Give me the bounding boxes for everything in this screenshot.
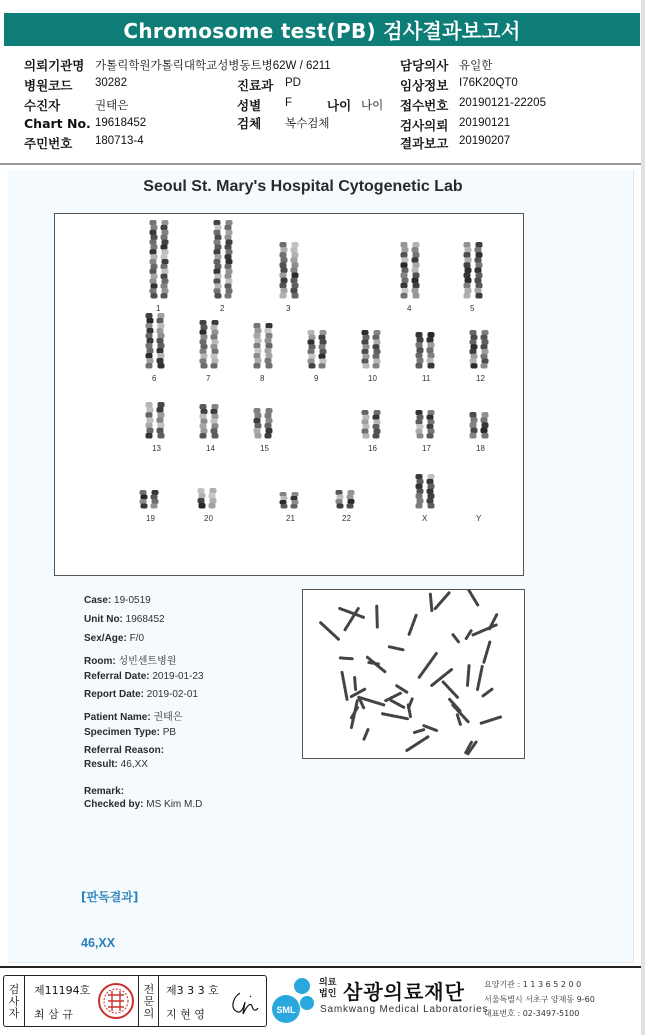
chromosome-number-label: X [422,514,428,523]
case-label: Sex/Age: [84,633,127,644]
case-line [84,671,204,682]
signature-icon [226,988,262,1018]
doctor-value: 유일한 [459,60,493,72]
chromosome-icon [254,323,262,369]
case-line [84,786,124,797]
footer [0,966,645,1035]
right-edge [641,0,645,1035]
chromosome-icon [470,412,478,439]
metaphase-chromosome-icon [361,698,384,705]
chromosome-icon [265,323,273,369]
chromosome-number-label: 9 [314,374,319,383]
metaphase-chromosome-icon [419,654,436,678]
result-heading: [판독결과] [81,890,139,904]
metaphase-chromosome-icon [443,682,458,698]
metaphase-chromosome-icon [340,608,364,617]
chromosome-icon [427,332,435,369]
specialist-name: 지 현 영 [166,1008,205,1021]
metaphase-chromosome-icon [321,623,339,640]
logo-text: SML [276,1005,296,1015]
chart-label: Chart No. [24,116,91,131]
request-label: 검사의뢰 [400,118,449,133]
metaphase-chromosome-icon [453,635,458,642]
metaphase-chromosome-icon [483,642,489,664]
org-prefix: 의료법인 [319,978,337,999]
patient-info-section [0,50,645,165]
chromosome-icon [211,404,219,439]
chromosome-number-label: 10 [368,374,377,383]
chromosome-icon [291,492,299,509]
metaphase-chromosome-icon [382,714,407,719]
case-line [84,759,148,770]
case-label: Referral Date: [84,671,150,682]
case-label: Unit No: [84,614,123,625]
divider [24,976,25,1026]
chromosome-icon [140,490,148,509]
chromosome-icon [146,313,154,369]
chromosome-icon [373,330,381,369]
sex-value: F [285,97,293,109]
chromosome-icon [150,220,158,299]
chromosome-icon [427,474,435,509]
chromosome-number-label: 18 [476,444,485,453]
org-code: 요양기관 : 1 1 3 6 5 2 0 0 [484,980,582,989]
chromosome-icon [151,490,159,509]
result-value: 46,XX [81,936,116,950]
org-english-name: Samkwang Medical Laboratories [320,1004,489,1015]
lab-report-image [8,170,634,963]
chromosome-icon [362,330,370,369]
metaphase-chromosome-icon [396,685,407,692]
chromosome-icon [209,488,217,509]
patient-value: 권태은 [95,100,129,112]
chromosome-icon [336,490,344,509]
hospital-code-value: 30282 [95,77,127,89]
case-value: 성빈센트병원 [115,656,177,667]
clinical-label: 임상정보 [400,78,449,93]
metaphase-chromosome-icon [409,615,416,634]
chromosome-icon [161,220,169,299]
case-value: MS Kim M.D [143,799,203,810]
age-label: 나이 [327,98,352,113]
chromosome-number-label: 5 [470,304,475,313]
metaphase-chromosome-icon [432,670,452,686]
sml-logo-icon [271,977,317,1025]
signature-box [3,975,267,1027]
case-value: 2019-01-23 [149,671,204,682]
metaphase-chromosome-icon [468,666,470,686]
metaphase-box [302,589,525,759]
metaphase-spread-image [303,590,526,760]
metaphase-chromosome-icon [342,672,347,699]
age-value: 나이 [361,100,384,112]
case-label: Room: [84,656,116,667]
metaphase-chromosome-icon [435,592,449,608]
chromosome-icon [401,242,409,299]
chromosome-icon [265,408,273,439]
request-value: 20190121 [459,117,511,129]
metaphase-chromosome-icon [477,666,482,689]
case-line [84,652,176,667]
receipt-value: 20190121-22205 [459,97,546,109]
doctor-label: 담당의사 [400,58,449,73]
metaphase-chromosome-icon [430,594,432,611]
chromosome-icon [211,320,219,369]
metaphase-chromosome-icon [364,730,368,740]
chromosome-number-label: 4 [407,304,412,313]
metaphase-chromosome-icon [389,647,403,650]
specialist-license: 제3 3 3 호 [166,984,219,997]
chromosome-icon [416,332,424,369]
title-band [0,0,645,50]
dept-label: 진료과 [237,78,274,93]
chromosome-icon [198,488,206,509]
chromosome-number-label: 3 [286,304,291,313]
chromosome-number-label: Y [476,514,482,523]
chromosome-icon [280,242,288,299]
chromosome-number-label: 17 [422,444,431,453]
clinical-value: I76K20QT0 [459,77,518,89]
metaphase-chromosome-icon [391,700,404,707]
case-label: Specimen Type: [84,727,160,738]
chromosome-number-label: 12 [476,374,485,383]
institution-value: 가톨릭학원가톨릭대학교성병동트병62W / 6211 [95,60,331,72]
chromosome-number-label: 2 [220,304,225,313]
specialist-label-text: 전 문 의 [143,983,155,1020]
chromosome-icon [319,330,327,369]
inspector-label [7,984,21,1020]
case-value: PB [159,727,177,738]
chromosome-number-label: 15 [260,444,269,453]
chromosome-icon [280,492,288,509]
metaphase-chromosome-icon [340,658,352,659]
metaphase-chromosome-icon [377,606,378,628]
case-label: Checked by: [84,799,144,810]
chromosome-number-label: 19 [146,514,155,523]
chromosome-icon [200,320,208,369]
chromosome-number-label: 1 [156,304,161,313]
chromosome-icon [475,242,483,299]
chromosome-icon [464,242,472,299]
chart-value: 19618452 [95,117,147,129]
hospital-code-label: 병원코드 [24,78,73,93]
report-value: 20190207 [459,135,511,147]
receipt-label: 접수번호 [400,98,449,113]
chromosome-icon [200,404,208,439]
chromosome-number-label: 21 [286,514,295,523]
metaphase-chromosome-icon [355,677,356,689]
karyotype-box [54,213,524,576]
specimen-label: 검체 [237,116,262,131]
case-label: Case: [84,595,112,606]
case-line [84,689,198,700]
patient-label: 수진자 [24,98,61,113]
metaphase-chromosome-icon [424,726,437,731]
case-value: 권태은 [150,712,183,723]
chromosome-icon [157,313,165,369]
chromosome-icon [416,410,424,439]
case-line [84,799,202,810]
case-value: 2019-02-01 [144,689,198,700]
case-label: Remark: [84,786,125,797]
chromosome-number-label: 11 [422,374,431,383]
dept-value: PD [285,77,301,89]
chromosome-icon [214,220,222,299]
chromosome-icon [427,410,435,439]
institution-label: 의뢰기관명 [24,58,85,73]
divider [158,976,159,1026]
chromosome-icon [146,402,154,439]
chromosome-number-label: 22 [342,514,351,523]
case-value: 1968452 [122,614,165,625]
inspector-label-text: 검 사 자 [8,983,20,1020]
chromosome-number-label: 14 [206,444,215,453]
chromosome-number-label: 13 [152,444,161,453]
case-line [84,745,164,756]
inspector-license: 제11194호 [34,984,91,997]
case-label: Report Date: [84,689,145,700]
chromosome-icon [157,402,165,439]
metaphase-chromosome-icon [473,625,496,635]
sex-label: 성별 [237,98,262,113]
report-label: 결과보고 [400,136,449,151]
chromosome-icon [481,412,489,439]
metaphase-chromosome-icon [407,737,428,751]
seal-stamp-icon [96,981,136,1021]
case-label: Patient Name: [84,712,151,723]
chromosome-number-label: 8 [260,374,265,383]
case-line [84,614,165,625]
chromosome-icon [470,330,478,369]
chromosome-icon [254,408,262,439]
chromosome-icon [416,474,424,509]
case-line [84,633,144,644]
chromosome-number-label: 20 [204,514,213,523]
metaphase-chromosome-icon [457,715,460,725]
case-line [84,595,151,606]
chromosome-icon [412,242,420,299]
metaphase-chromosome-icon [386,693,401,700]
chromosome-icon [347,490,355,509]
resident-label: 주민번호 [24,136,73,151]
chromosome-icon [481,330,489,369]
org-phone: 대표번호 : 02-3497-5100 [484,1009,580,1018]
chromosome-icon [291,242,299,299]
case-line [84,708,182,723]
report-title: Chromosome test(PB) 검사결과보고서 [4,13,640,46]
metaphase-chromosome-icon [351,689,364,696]
chromosome-number-label: 6 [152,374,157,383]
chromosome-icon [308,330,316,369]
case-value: 19-0519 [111,595,151,606]
org-name: 삼광의료재단 [343,980,465,1004]
metaphase-chromosome-icon [481,717,500,723]
case-line [84,727,176,738]
org-address: 서울특별시 서초구 양재동 9-60 [484,995,595,1004]
chromosome-number-label: 16 [368,444,377,453]
chromosome-icon [373,410,381,439]
lab-title: Seoul St. Mary's Hospital Cytogenetic Lab [143,178,463,195]
case-label: Referral Reason: [84,745,165,756]
divider [138,976,139,1026]
metaphase-chromosome-icon [369,662,379,664]
chromosome-number-label: 7 [206,374,211,383]
metaphase-chromosome-icon [483,689,492,696]
inspector-name: 최 삼 규 [34,1008,73,1021]
case-label: Result: [84,759,118,770]
metaphase-chromosome-icon [467,590,478,605]
chromosome-icon [362,410,370,439]
specimen-value: 복수검체 [285,118,330,130]
specialist-label [142,984,156,1020]
metaphase-chromosome-icon [414,730,423,733]
case-value: F/0 [126,633,145,644]
metaphase-chromosome-icon [466,631,471,639]
case-value: 46,XX [117,759,148,770]
chromosome-icon [225,220,233,299]
resident-value: 180713-4 [95,135,144,147]
